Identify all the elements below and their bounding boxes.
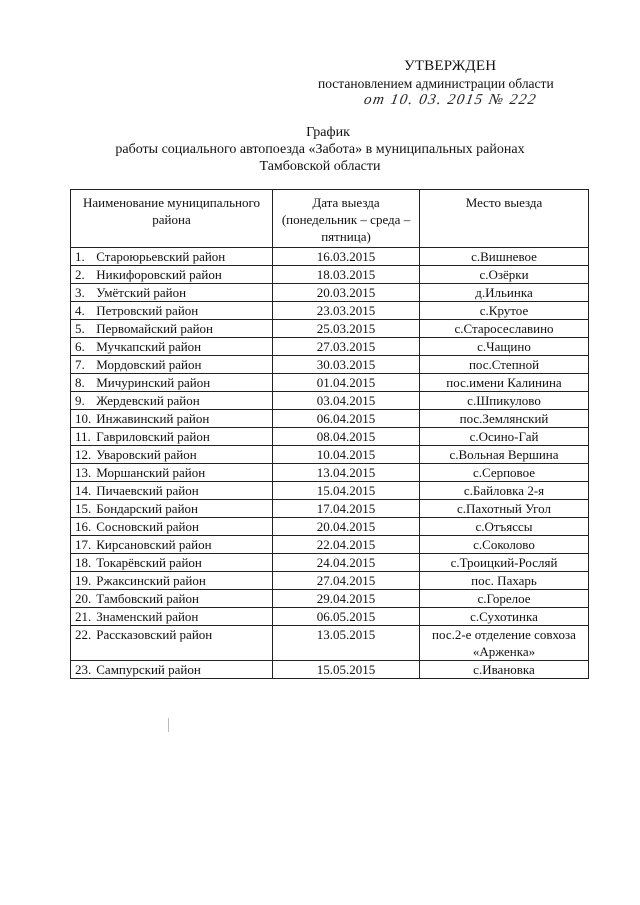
district-cell: [71, 590, 273, 608]
row-number: 14.: [75, 483, 92, 498]
table-row: [71, 428, 589, 446]
place-cell: с.Троицкий-Росляй: [420, 554, 589, 572]
row-number: 9.: [75, 393, 85, 408]
row-number: 11.: [75, 429, 91, 444]
district-name: Пичаевский район: [96, 483, 199, 498]
handwritten-decree-date-number: от 10. 03. 2015 № 222: [362, 92, 539, 108]
district-cell: [71, 518, 273, 536]
place-cell: с.Крутое: [420, 302, 589, 320]
district-name: Жердевский район: [96, 393, 200, 408]
place-cell: пос.2-е отделение совхоза «Арженка»: [420, 626, 589, 661]
row-number: 10.: [75, 411, 92, 426]
place-cell: пос.Степной: [420, 356, 589, 374]
table-row: [71, 338, 589, 356]
table-header-row: [71, 190, 589, 248]
date-cell: 06.04.2015: [273, 410, 420, 428]
district-cell: [71, 248, 273, 266]
district-name: Умётский район: [96, 285, 187, 300]
place-cell: с.Байловка 2-я: [420, 482, 589, 500]
row-number: 20.: [75, 591, 92, 606]
district-name: Инжавинский район: [96, 411, 210, 426]
table-row: [71, 608, 589, 626]
row-number: 7.: [75, 357, 85, 372]
table-row: [71, 374, 589, 392]
table-row: [71, 554, 589, 572]
place-cell: с.Старосеславино: [420, 320, 589, 338]
district-cell: [71, 284, 273, 302]
date-cell: 10.04.2015: [273, 446, 420, 464]
row-number: 17.: [75, 537, 92, 552]
row-number: 4.: [75, 303, 85, 318]
date-cell: 24.04.2015: [273, 554, 420, 572]
date-cell: 29.04.2015: [273, 590, 420, 608]
date-cell: 18.03.2015: [273, 266, 420, 284]
table-row: [71, 284, 589, 302]
date-cell: 08.04.2015: [273, 428, 420, 446]
district-name: Рассказовский район: [96, 627, 213, 642]
date-cell: 22.04.2015: [273, 536, 420, 554]
document-title: [0, 124, 640, 175]
schedule-body: [71, 248, 589, 679]
district-name: Мучкапский район: [96, 339, 202, 354]
table-row: [71, 410, 589, 428]
row-number: 12.: [75, 447, 92, 462]
header-place: Место выезда: [420, 190, 589, 248]
district-name: Уваровский район: [96, 447, 197, 462]
table-row: [71, 446, 589, 464]
place-cell: с.Ивановка: [420, 661, 589, 679]
date-cell: 20.03.2015: [273, 284, 420, 302]
district-cell: [71, 608, 273, 626]
date-cell: 27.03.2015: [273, 338, 420, 356]
district-cell: [71, 626, 273, 661]
district-cell: [71, 464, 273, 482]
header-district: Наименование муниципального района: [71, 190, 273, 248]
district-name: Первомайский район: [96, 321, 214, 336]
table-row: [71, 356, 589, 374]
table-row: [71, 572, 589, 590]
table-row: [71, 482, 589, 500]
district-cell: [71, 554, 273, 572]
district-name: Мичуринский район: [96, 375, 211, 390]
district-cell: [71, 392, 273, 410]
date-cell: 23.03.2015: [273, 302, 420, 320]
table-row: [71, 320, 589, 338]
title-line-2: работы социального автопоезда «Забота» в муниципальных районах: [115, 142, 525, 157]
row-number: 5.: [75, 321, 85, 336]
place-cell: с.Вишневое: [420, 248, 589, 266]
table-row: [71, 464, 589, 482]
table-row: [71, 302, 589, 320]
approved-heading: УТВЕРЖДЕН: [404, 58, 497, 74]
place-cell: пос.Землянский: [420, 410, 589, 428]
district-name: Токарёвский район: [96, 555, 202, 570]
scan-mark: [168, 718, 169, 732]
place-cell: с.Отъяссы: [420, 518, 589, 536]
approval-authority: постановлением администрации области: [318, 76, 554, 91]
place-cell: с.Осино-Гай: [420, 428, 589, 446]
row-number: 13.: [75, 465, 92, 480]
place-cell: с.Соколово: [420, 536, 589, 554]
date-cell: 13.04.2015: [273, 464, 420, 482]
row-number: 3.: [75, 285, 85, 300]
row-number: 21.: [75, 609, 92, 624]
date-cell: 01.04.2015: [273, 374, 420, 392]
table-row: [71, 500, 589, 518]
district-cell: [71, 536, 273, 554]
place-cell: пос.имени Калинина: [420, 374, 589, 392]
date-cell: 13.05.2015: [273, 626, 420, 661]
row-number: 1.: [75, 249, 85, 264]
title-line-1: График: [306, 125, 350, 140]
date-cell: 15.05.2015: [273, 661, 420, 679]
district-cell: [71, 320, 273, 338]
date-cell: 30.03.2015: [273, 356, 420, 374]
district-name: Мордовский район: [96, 357, 202, 372]
place-cell: с.Сухотинка: [420, 608, 589, 626]
place-cell: с.Чащино: [420, 338, 589, 356]
district-name: Сампурский район: [96, 662, 201, 677]
place-cell: с.Вольная Вершина: [420, 446, 589, 464]
row-number: 23.: [75, 662, 92, 677]
district-name: Кирсановский район: [96, 537, 212, 552]
row-number: 6.: [75, 339, 85, 354]
table-row: [71, 392, 589, 410]
district-cell: [71, 661, 273, 679]
table-row: [71, 248, 589, 266]
district-cell: [71, 428, 273, 446]
district-cell: [71, 446, 273, 464]
place-cell: с.Шпикулово: [420, 392, 589, 410]
table-row: [71, 626, 589, 661]
row-number: 19.: [75, 573, 92, 588]
date-cell: 06.05.2015: [273, 608, 420, 626]
district-name: Сосновский район: [96, 519, 199, 534]
district-name: Ржаксинский район: [96, 573, 206, 588]
date-cell: 20.04.2015: [273, 518, 420, 536]
district-cell: [71, 482, 273, 500]
table-row: [71, 590, 589, 608]
schedule-table: [70, 189, 589, 679]
district-cell: [71, 374, 273, 392]
district-name: Петровский район: [96, 303, 199, 318]
date-cell: 03.04.2015: [273, 392, 420, 410]
place-cell: с.Серповое: [420, 464, 589, 482]
date-cell: 25.03.2015: [273, 320, 420, 338]
district-cell: [71, 572, 273, 590]
table-row: [71, 536, 589, 554]
district-cell: [71, 266, 273, 284]
district-name: Гавриловский район: [96, 429, 210, 444]
row-number: 18.: [75, 555, 92, 570]
row-number: 2.: [75, 267, 85, 282]
district-name: Моршанский район: [96, 465, 206, 480]
header-date: Дата выезда (понедельник – среда – пятница): [273, 190, 420, 248]
table-row: [71, 661, 589, 679]
place-cell: с.Озёрки: [420, 266, 589, 284]
district-cell: [71, 338, 273, 356]
place-cell: с.Пахотный Угол: [420, 500, 589, 518]
title-line-3: Тамбовской области: [259, 159, 381, 174]
date-cell: 15.04.2015: [273, 482, 420, 500]
date-cell: 17.04.2015: [273, 500, 420, 518]
district-cell: [71, 302, 273, 320]
place-cell: д.Ильинка: [420, 284, 589, 302]
table-row: [71, 518, 589, 536]
district-name: Знаменский район: [96, 609, 199, 624]
date-cell: 16.03.2015: [273, 248, 420, 266]
district-name: Тамбовский район: [96, 591, 199, 606]
district-cell: [71, 500, 273, 518]
district-cell: [71, 410, 273, 428]
district-cell: [71, 356, 273, 374]
district-name: Староюрьевский район: [96, 249, 226, 264]
district-name: Никифоровский район: [96, 267, 222, 282]
district-name: Бондарский район: [96, 501, 198, 516]
place-cell: пос. Пахарь: [420, 572, 589, 590]
date-cell: 27.04.2015: [273, 572, 420, 590]
row-number: 15.: [75, 501, 92, 516]
row-number: 8.: [75, 375, 85, 390]
row-number: 16.: [75, 519, 92, 534]
table-row: [71, 266, 589, 284]
place-cell: с.Горелое: [420, 590, 589, 608]
row-number: 22.: [75, 627, 92, 642]
